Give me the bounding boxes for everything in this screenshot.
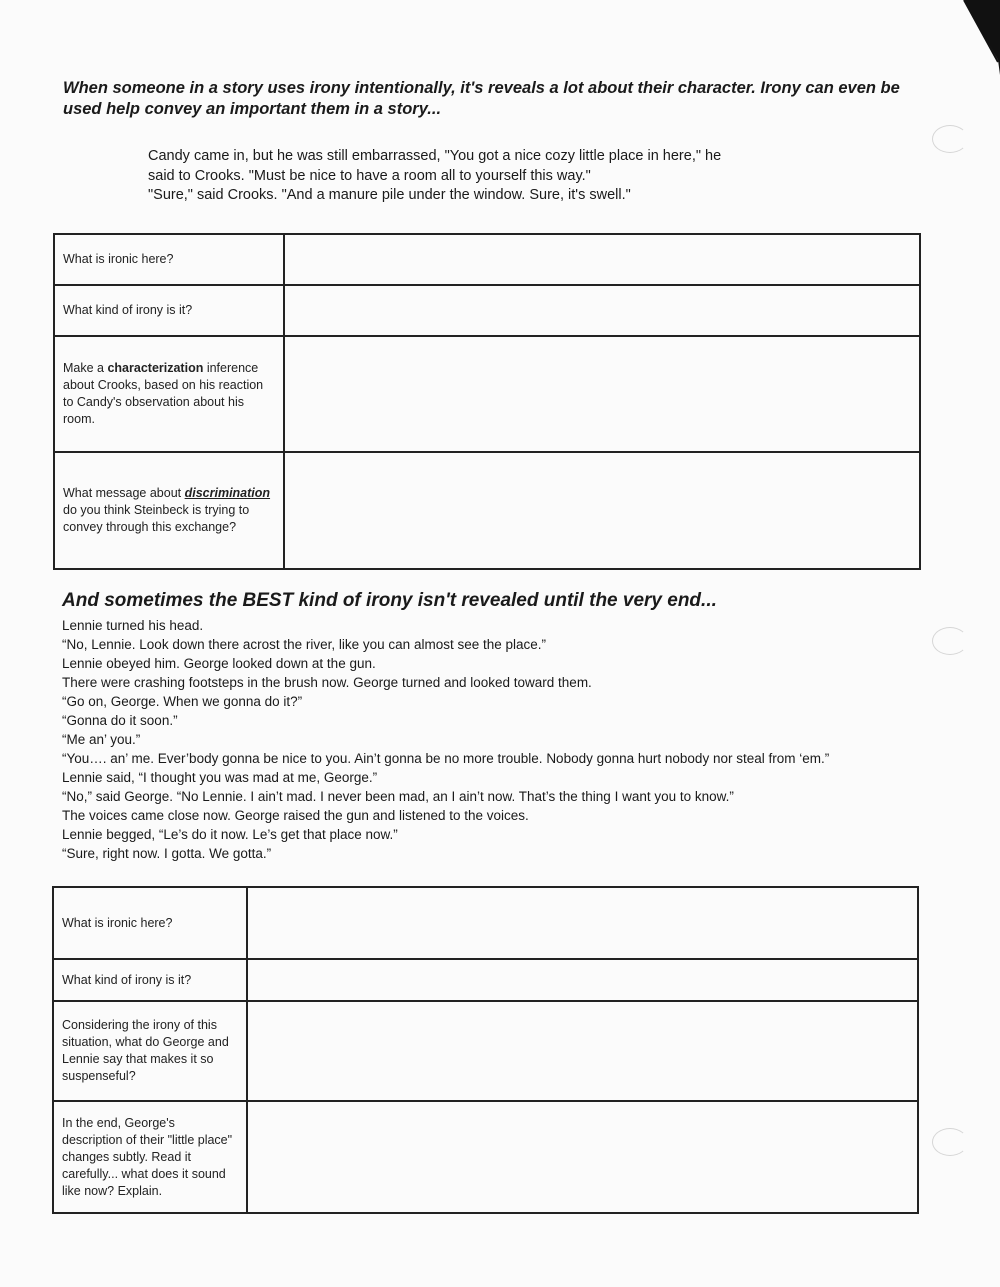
excerpt-line: "Sure," said Crooks. "And a manure pile under the window. Sure, it's swell." <box>148 187 631 203</box>
answer-box-ironic[interactable] <box>284 234 920 285</box>
excerpt-line: “Sure, right now. I gotta. We gotta.” <box>62 846 272 861</box>
question-cell: Considering the irony of this situation, what do George and Lennie say that makes it so suspenseful? <box>53 1001 247 1101</box>
question-text: do you think Steinbeck is trying to convey through this exchange? <box>63 503 250 534</box>
answer-box-little-place[interactable] <box>247 1101 918 1213</box>
excerpt-line: Candy came in, but he was still embarrassed, "You got a nice cozy little place in here," he <box>148 148 722 164</box>
excerpt-line: “Gonna do it soon.” <box>62 713 178 728</box>
page-corner-mark <box>954 0 1000 80</box>
excerpt-line: “You…. an’ me. Ever’body gonna be nice to you. Ain’t gonna be no more trouble. Nobody gonna hurt nobody nor steal from ‘em.” <box>62 751 830 766</box>
answer-box-characterization[interactable] <box>284 336 920 452</box>
crooks-question-table <box>53 233 921 570</box>
question-text: Make a <box>63 361 108 375</box>
question-cell <box>54 336 284 452</box>
excerpt-line: The voices came close now. George raised the gun and listened to the voices. <box>62 808 529 823</box>
excerpt-line: Lennie turned his head. <box>62 618 204 633</box>
excerpt-line: “No, Lennie. Look down there acrost the river, like you can almost see the place.” <box>62 637 547 652</box>
ending-question-table <box>52 886 919 1214</box>
question-cell: What kind of irony is it? <box>54 285 284 336</box>
binder-hole-mark <box>932 1128 968 1156</box>
ending-excerpt <box>62 616 942 863</box>
question-cell: In the end, George's description of their "little place" changes subtly. Read it carefully... what does it sound like now? Explain. <box>53 1101 247 1213</box>
excerpt-line: “Go on, George. When we gonna do it?” <box>62 694 303 709</box>
excerpt-line: Lennie said, “I thought you was mad at me, George.” <box>62 770 378 785</box>
answer-box-ironic[interactable] <box>247 887 918 959</box>
question-text: What message about <box>63 486 185 500</box>
intro-text <box>63 78 933 120</box>
excerpt-line: Lennie begged, “Le’s do it now. Le’s get that place now.” <box>62 827 398 842</box>
question-cell: What is ironic here? <box>54 234 284 285</box>
answer-box-discrimination[interactable] <box>284 452 920 569</box>
question-cell <box>54 452 284 569</box>
intro-line: used help convey an important them in a story... <box>63 100 442 118</box>
excerpt-line: said to Crooks. "Must be nice to have a room all to yourself this way." <box>148 167 591 184</box>
answer-box-irony-kind[interactable] <box>284 285 920 336</box>
keyword-characterization: characterization <box>107 361 204 375</box>
intro-line: When someone in a story uses irony intentionally, it's reveals a lot about their character. Irony can even be <box>63 79 900 97</box>
excerpt-line: “Me an’ you.” <box>62 732 141 747</box>
answer-box-suspense[interactable] <box>247 1001 918 1101</box>
answer-box-irony-kind[interactable] <box>247 959 918 1001</box>
excerpt-line: “No,” said George. “No Lennie. I ain’t mad. I never been mad, an I ain’t now. That’s the thing I want you to know.” <box>62 789 734 804</box>
keyword-discrimination: discrimination <box>184 486 271 500</box>
section-heading: And sometimes the BEST kind of irony isn't revealed until the very end... <box>62 590 717 611</box>
excerpt-line: There were crashing footsteps in the brush now. George turned and looked toward them. <box>62 675 592 690</box>
question-cell: What is ironic here? <box>53 887 247 959</box>
crooks-candy-excerpt <box>148 147 848 206</box>
question-cell: What kind of irony is it? <box>53 959 247 1001</box>
question-text: inference about Crooks, based on his reaction to Candy's observation about his room. <box>63 361 264 426</box>
binder-hole-mark <box>932 125 968 153</box>
excerpt-line: Lennie obeyed him. George looked down at the gun. <box>62 656 376 671</box>
